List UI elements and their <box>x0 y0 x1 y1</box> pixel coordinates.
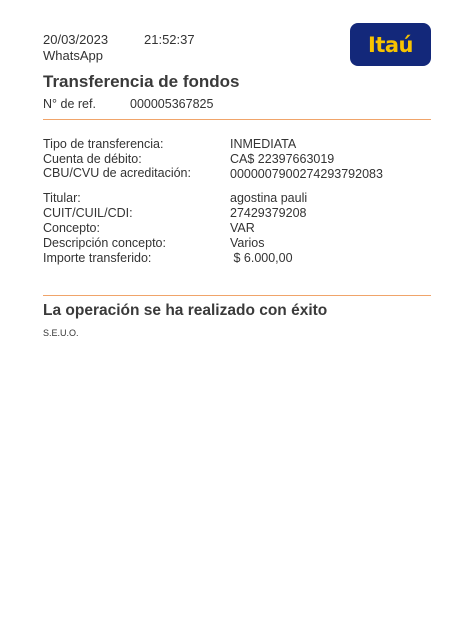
top-divider <box>43 119 431 120</box>
detail-value-transfer-type: INMEDIATA <box>230 137 297 151</box>
result-message: La operación se ha realizado con éxito <box>43 302 328 319</box>
detail-label-cbu: CBU/CVU de acreditación: <box>43 166 191 180</box>
bottom-divider <box>43 295 431 296</box>
detail-label-cuit: CUIT/CUIL/CDI: <box>43 206 133 220</box>
detail-value-concept-description: Varios <box>230 236 265 250</box>
detail-value-cuit: 27429379208 <box>230 206 307 220</box>
detail-value-concept: VAR <box>230 221 255 235</box>
reference-value: 000005367825 <box>130 97 214 111</box>
detail-label-transfer-type: Tipo de transferencia: <box>43 137 164 151</box>
itau-logo <box>350 23 431 66</box>
detail-value-holder: agostina pauli <box>230 191 308 205</box>
detail-label-holder: Titular: <box>43 191 81 205</box>
detail-value-debit-account: CA$ 22397663019 <box>230 152 335 166</box>
reference-label: N° de ref. <box>43 97 96 111</box>
source-text: WhatsApp <box>43 48 103 63</box>
detail-value-cbu: 0000007900274293792083 <box>230 167 383 181</box>
page-title: Transferencia de fondos <box>43 72 240 91</box>
detail-label-debit-account: Cuenta de débito: <box>43 152 142 166</box>
detail-label-amount: Importe transferido: <box>43 251 152 265</box>
time-text: 21:52:37 <box>144 32 195 47</box>
date-text: 20/03/2023 <box>43 32 109 47</box>
detail-value-amount: $ 6.000,00 <box>230 251 293 265</box>
detail-label-concept-description: Descripción concepto: <box>43 236 166 250</box>
logo-text: Itaú <box>368 32 413 57</box>
seuo-footnote: S.E.U.O. <box>43 328 79 338</box>
detail-label-concept: Concepto: <box>43 221 100 235</box>
